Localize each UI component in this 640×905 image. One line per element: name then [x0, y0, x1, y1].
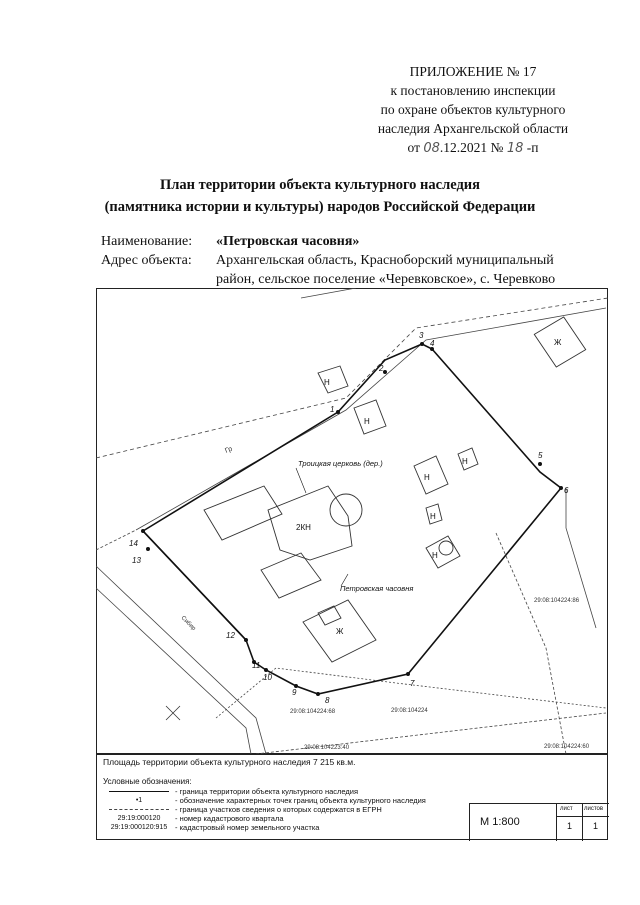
legend-row: 29:19:000120 - номер кадастрового квартала [117, 814, 284, 823]
point-label-5: 5 [538, 451, 543, 460]
chapel-label: Петровская часовня [340, 584, 414, 593]
building-2kn-label: 2КН [296, 523, 311, 532]
cadastral-number: 29:08:104224:86 [534, 598, 580, 604]
name-value: «Петровская часовня» [216, 234, 360, 249]
cadastral-number: 29:08:104224:68 [290, 709, 336, 715]
cadastral-number: 29:08:104223:40 [304, 745, 350, 751]
building-n-label: Н [432, 551, 438, 560]
handwritten-number: 18 [506, 141, 524, 156]
sheets-total: 1 [593, 821, 599, 831]
point-label-11: 11 [252, 661, 261, 670]
appendix-line-2: к постановлению инспекции [390, 83, 556, 98]
point-label-2: 2 [379, 364, 384, 373]
point-label-14: 14 [129, 539, 138, 548]
building-zh-label: Ж [554, 338, 562, 347]
building-n-label: Н [364, 417, 370, 426]
legend [96, 754, 608, 840]
point-label-1: 1 [330, 405, 335, 414]
appendix-number: ПРИЛОЖЕНИЕ № 17 [409, 64, 537, 79]
point-label-12: 12 [226, 631, 235, 640]
cadastral-number: 29:08:104224:60 [544, 744, 590, 750]
title-line-2: (памятника истории и культуры) народов Российской Федерации [104, 199, 536, 215]
building-n-label: Н [430, 512, 436, 521]
legend-title: Условные обозначения: [103, 777, 192, 786]
point-label-13: 13 [132, 556, 141, 565]
point-label-7: 7 [410, 679, 415, 688]
point-label-9: 9 [292, 688, 297, 697]
building-zh-label: Ж [336, 627, 344, 636]
legend-row: - граница участков сведения о которых содержатся в ЕГРН [103, 805, 382, 814]
handwritten-day: 08 [423, 141, 440, 156]
sheet-label: лист [560, 806, 573, 812]
title-line-1: План территории объекта культурного наследия [159, 177, 480, 193]
legend-row: - граница территории объекта культурного наследия [103, 787, 358, 796]
point-label-4: 4 [430, 339, 435, 348]
appendix-date: от 08.12.2021 № 18 -п [407, 140, 539, 156]
building-n-label: Н [462, 457, 468, 466]
address-line-2: район, сельское поселение «Черевковское», с. Черевково [216, 272, 556, 287]
appendix-line-4: наследия Архангельской области [377, 121, 569, 136]
church-label: Троицкая церковь (дер.) [298, 459, 383, 468]
site-plan-map [96, 288, 608, 754]
object-info [101, 232, 555, 289]
legend-row: •1 - обозначение характерных точек границ объекта культурного наследия [135, 796, 426, 805]
point-label-10: 10 [263, 673, 272, 682]
address-line-1: Архангельская область, Красноборский муниципальный [216, 253, 554, 268]
name-label: Наименование: [101, 234, 193, 249]
sheets-label: листов [584, 806, 604, 812]
legend-row: 29:19:000120:915 - кадастровый номер земельного участка [110, 823, 320, 832]
appendix-header [348, 62, 598, 158]
road-label: Гр [224, 445, 234, 455]
appendix-line-3: по охране объектов культурного [380, 102, 566, 117]
building-n-label: Н [324, 378, 330, 387]
scale: М 1:800 [480, 816, 520, 828]
scale-box [469, 803, 609, 841]
area-text: Площадь территории объекта культурного наследия 7 215 кв.м. [103, 757, 356, 767]
point-label-3: 3 [419, 331, 424, 340]
document-title [0, 174, 640, 218]
sheet-number: 1 [567, 821, 573, 831]
address-label: Адрес объекта: [101, 253, 192, 268]
building-n-label: Н [424, 473, 430, 482]
street-label: Сибир [179, 615, 197, 633]
point-label-6: 6 [564, 486, 569, 495]
cadastral-number: 29:08:104224 [391, 708, 428, 714]
point-label-8: 8 [325, 696, 330, 705]
